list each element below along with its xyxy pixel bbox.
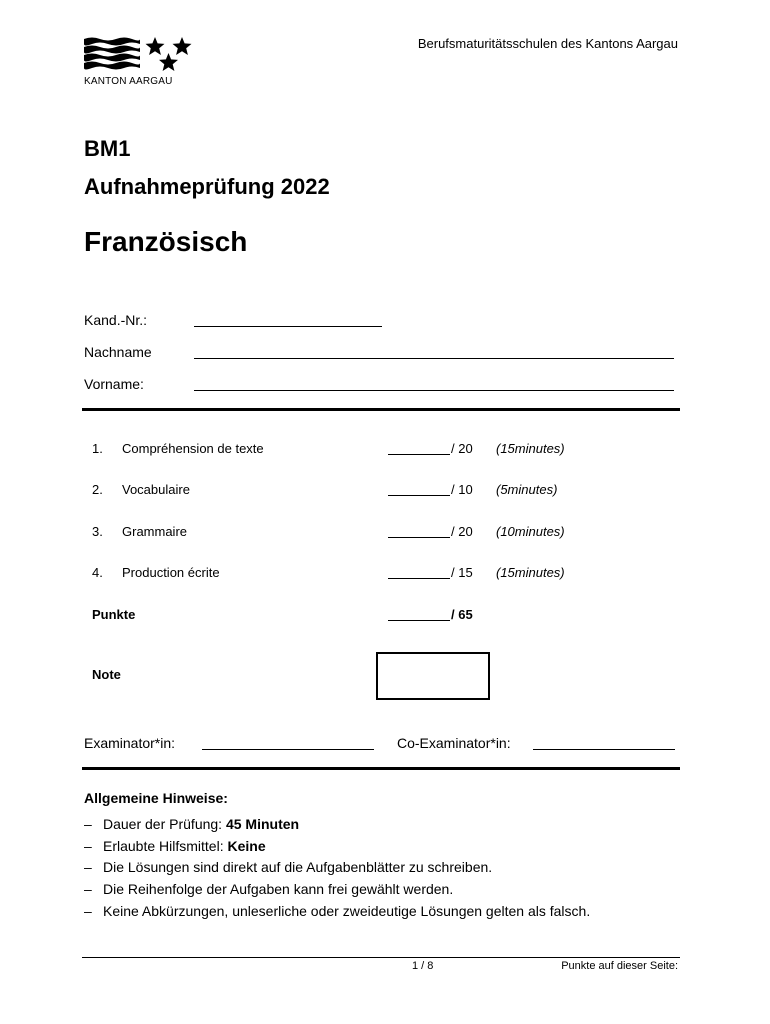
row-label: Vocabulaire [122, 482, 190, 497]
list-item [84, 838, 266, 854]
firstname-label: Vorname: [84, 376, 144, 392]
candidate-number-field[interactable] [194, 326, 382, 327]
list-dash: – [84, 816, 92, 832]
row-max-points: / 20 [451, 524, 473, 539]
hint-emphasis: Keine [227, 838, 266, 854]
grade-label: Note [92, 667, 121, 682]
section-divider [82, 408, 680, 411]
row-number: 1. [92, 441, 103, 456]
list-item [84, 903, 590, 919]
row-max-points: / 15 [451, 565, 473, 580]
page-number: 1 / 8 [412, 960, 434, 972]
row-number: 3. [92, 524, 103, 539]
exam-title: Aufnahmeprüfung 2022 [84, 174, 330, 199]
score-field[interactable] [388, 454, 450, 455]
lastname-field[interactable] [194, 358, 674, 359]
row-label: Production écrite [122, 565, 220, 580]
firstname-field[interactable] [194, 390, 674, 391]
row-time: (15minutes) [496, 565, 565, 580]
subject-title: Französisch [84, 226, 248, 257]
total-max-points: / 65 [451, 607, 473, 622]
score-field[interactable] [388, 495, 450, 496]
total-label: Punkte [92, 607, 136, 622]
hint-text: Keine Abkürzungen, unleserliche oder zweideutige Lösungen gelten als falsch. [103, 903, 591, 919]
list-dash: – [84, 838, 92, 854]
row-number: 2. [92, 482, 103, 497]
footer-divider [82, 957, 680, 958]
score-field[interactable] [388, 578, 450, 579]
program-title: BM1 [84, 136, 131, 161]
logo-text: KANTON AARGAU [84, 76, 173, 87]
row-time: (10minutes) [496, 524, 565, 539]
row-max-points: / 20 [451, 441, 473, 456]
list-dash: – [84, 881, 92, 897]
score-field[interactable] [388, 537, 450, 538]
hint-text: Erlaubte Hilfsmittel: [103, 838, 228, 854]
hint-text: Dauer der Prüfung: [103, 816, 226, 832]
list-item [84, 881, 453, 897]
section-divider [82, 767, 680, 770]
row-number: 4. [92, 565, 103, 580]
hint-emphasis: 45 Minuten [225, 816, 300, 832]
page-points-label: Punkte auf dieser Seite: [561, 960, 678, 972]
candidate-number-label: Kand.-Nr.: [84, 312, 148, 328]
row-max-points: / 10 [451, 482, 473, 497]
school-name: Berufsmaturitätsschulen des Kantons Aargau [417, 36, 678, 51]
row-time: (5minutes) [496, 482, 558, 497]
examiner-field[interactable] [202, 749, 374, 750]
waves-and-stars-icon [84, 36, 194, 76]
co-examiner-field[interactable] [533, 749, 675, 750]
total-score-field[interactable] [388, 620, 450, 621]
co-examiner-label: Co-Examinator*in: [397, 735, 511, 751]
row-label: Grammaire [122, 524, 188, 539]
list-dash: – [84, 859, 92, 875]
row-time: (15minutes) [496, 441, 565, 456]
list-dash: – [84, 903, 92, 919]
lastname-label: Nachname [84, 344, 152, 360]
hints-title: Allgemeine Hinweise: [84, 790, 228, 806]
grade-box[interactable] [376, 652, 490, 700]
examiner-label: Examinator*in: [84, 735, 176, 751]
hint-text: Die Lösungen sind direkt auf die Aufgabenblätter zu schreiben. [103, 859, 493, 875]
list-item [84, 816, 299, 832]
list-item [84, 859, 492, 875]
row-label: Compréhension de texte [122, 441, 264, 456]
hint-text: Die Reihenfolge der Aufgaben kann frei gewählt werden. [103, 881, 454, 897]
